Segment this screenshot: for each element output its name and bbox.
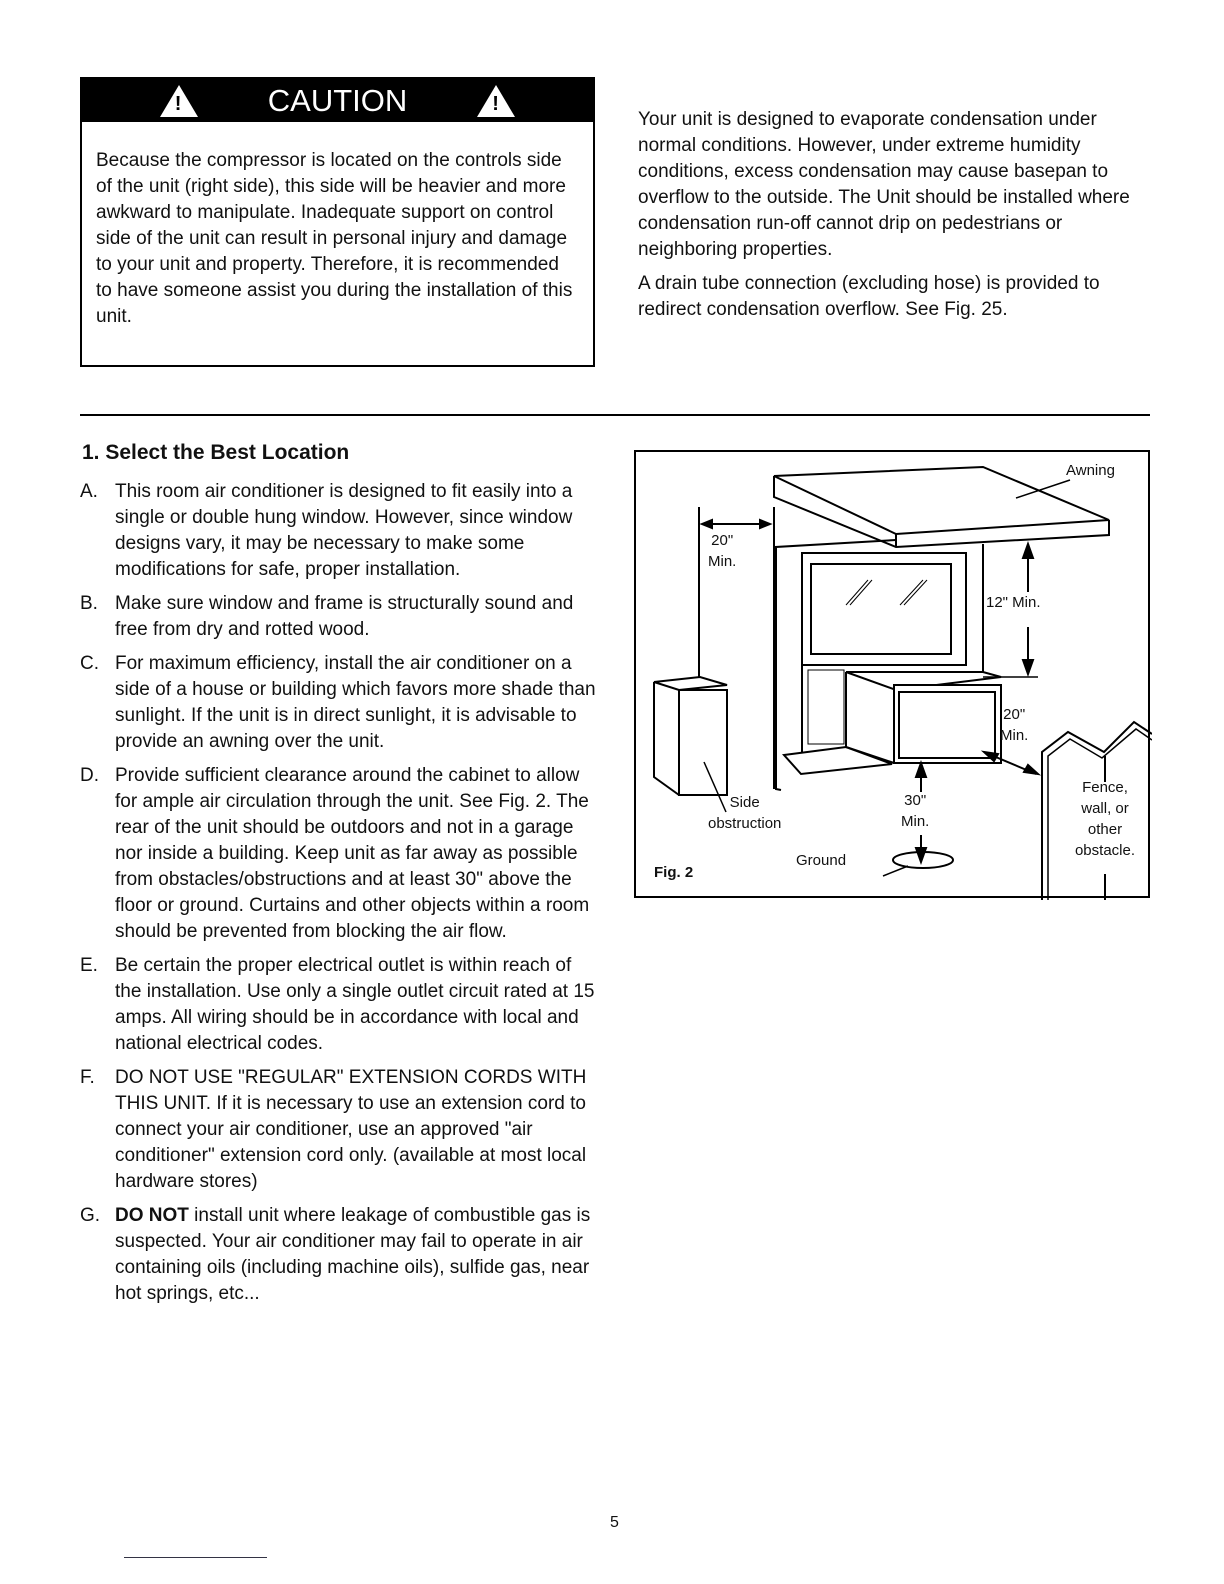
list-item [80,953,600,1057]
caution-header [82,79,593,122]
list-item [80,479,600,583]
item-letter: G. [80,1205,101,1226]
fence-line2: wall, or [1081,800,1129,817]
warning-triangle-icon: ! [477,85,515,117]
figure-2-clearance-diagram [634,450,1150,898]
fence-line4: obstacle. [1074,842,1136,859]
window-sill [784,747,892,774]
warning-triangle-icon: ! [160,85,198,117]
fence-line3: other [1087,821,1123,838]
figure-caption: Fig. 2 [654,864,694,881]
side-obstruction-edge [654,682,679,795]
rear-clearance-min: Min. [1000,727,1029,744]
side-panel [808,670,844,744]
ground-clearance-value: 30" [904,792,927,809]
fence-line1: Fence, [1082,779,1128,796]
label-ground: Ground [796,852,847,869]
list-item [80,591,600,643]
item-letter: B. [80,593,98,614]
item-text: Be certain the proper electrical outlet is within reach of the installation. Use only a single outlet circuit rated at 15 amps. All wiring should be in accordance with local and national electrical codes. [115,955,595,1054]
caution-title: CAUTION [267,82,408,118]
label-side-obstruction [708,792,781,834]
label-awning: Awning [1066,462,1115,479]
label-ground-clearance [901,790,929,832]
list-item [80,651,600,755]
ground-clearance-min: Min. [901,813,930,830]
condensation-notes [638,107,1158,331]
item-letter: D. [80,765,99,786]
condensation-paragraph: Your unit is designed to evaporate condensation under normal conditions. However, under extreme humidity conditions, excess condensation may cause basepan to overflow to the outside. The Unit should be installed where condensation run-off cannot drip on pedestrians or neighboring properties. [638,109,1130,260]
list-item [80,763,600,945]
item-text: This room air conditioner is designed to fit easily into a single or double hung window. However, since window designs vary, it may be necessary to make some modifications for safe, proper installation. [115,481,573,580]
item-letter: F. [80,1067,95,1088]
item-emphasis: DO NOT [115,1205,189,1226]
caution-text: Because the compressor is located on the controls side of the unit (right side), this side will be heavier and more awkward to manipulate. Inadequate support on control side of the unit can result in personal injury and damage to your unit and property. Therefore, it is recommended to have someone assist you during the installation of this unit. [96,150,573,327]
label-top-clearance: 12" Min. [986,594,1041,611]
label-fence [1058,777,1152,861]
item-text: Make sure window and frame is structurally sound and free from dry and rotted wood. [115,593,574,640]
list-item [80,1203,600,1307]
window-glass [811,564,951,654]
footer-line [124,1557,267,1558]
location-instructions [80,479,600,1315]
item-letter: E. [80,955,98,976]
item-letter: C. [80,653,99,674]
drain-tube-paragraph: A drain tube connection (excluding hose) is provided to redirect condensation overflow. See Fig. 25. [638,273,1100,320]
label-rear-clearance [1000,704,1028,746]
side-obstruction-box [679,690,727,795]
rear-clearance-value: 20" [1003,706,1026,723]
awning-shape [774,467,1109,534]
page-number: 5 [610,1514,619,1531]
list-item [80,1065,600,1195]
item-letter: A. [80,481,98,502]
item-text: Provide sufficient clearance around the cabinet to allow for ample air circulation through the unit. See Fig. 2. The rear of the unit should be outdoors and not in a garage nor inside a building. Keep unit as far away as possible from obstacles/obstructions and at least 30" above the floor or ground. Curtains and other objects within a room should be prevented from blocking the air flow. [115,765,590,942]
caution-box [80,77,595,367]
side-clearance-min: Min. [708,553,737,570]
section-heading: 1. Select the Best Location [82,441,350,464]
side-obstruction-line2: obstruction [708,815,782,832]
window-frame [802,553,966,665]
item-text: DO NOT USE "REGULAR" EXTENSION CORDS WITH THIS UNIT. If it is necessary to use an extension cord to connect your air conditioner, use an approved "air conditioner" extension cord only. (available at most local hardware stores) [115,1067,587,1192]
section-divider [80,414,1150,416]
label-side-clearance [708,530,736,572]
item-text: install unit where leakage of combustible gas is suspected. Your air conditioner may fail to operate in air containing oils (including machine oils), sulfide gas, near hot springs, etc... [115,1205,591,1304]
item-text: For maximum efficiency, install the air conditioner on a side of a house or building which favors more shade than sunlight. If the unit is in direct sunlight, it is advisable to provide an awning over the unit. [115,653,596,752]
side-obstruction-line1: Side [729,794,760,811]
side-clearance-value: 20" [711,532,734,549]
